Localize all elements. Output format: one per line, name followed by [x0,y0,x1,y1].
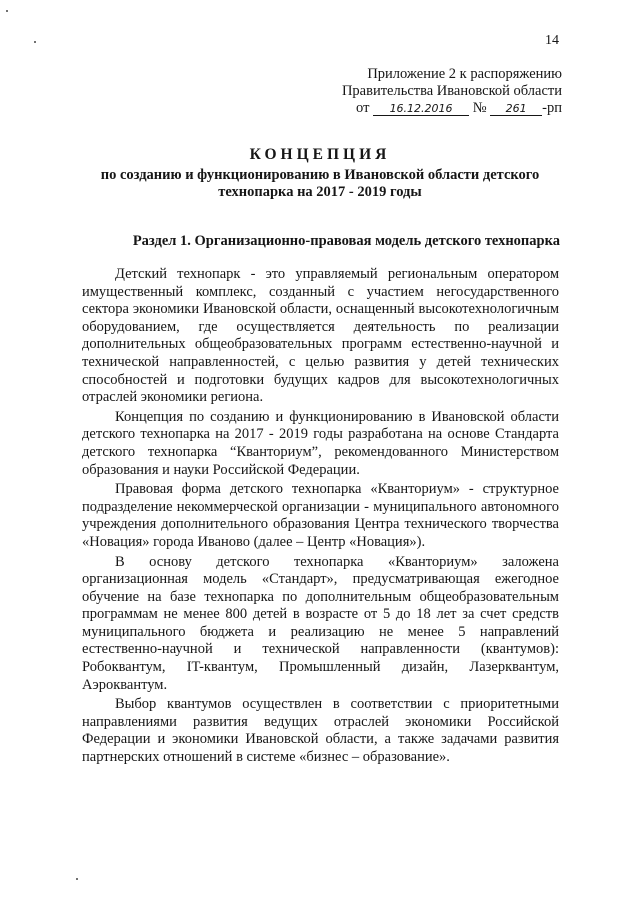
appendix-line-3 [312,100,562,117]
number-suffix: -рп [542,100,562,116]
appendix-block [312,66,562,117]
handwritten-date: 16.12.2016 [373,102,469,116]
scan-speck [76,878,78,880]
paragraph: Правовая форма детского технопарка «Кванториум» - структурное подразделение некоммерческой организации - муниципального автономного учреждения дополнительного образования Центра технического творчества «Новация» города Иваново (далее – Центр «Новация»). [82,481,559,550]
subtitle-line-2: технопарка на 2017 - 2019 годы [218,184,422,200]
body-text [82,266,559,769]
paragraph: Выбор квантумов осуществлен в соответствии с приоритетными направлениями развития ведущих отраслей экономики Российской Федерации и экономики Ивановской области, а также задачами развития партнерских отношений в системе «бизнес – образование». [82,696,559,766]
document-subtitle [80,167,560,201]
scan-speck [6,10,8,12]
paragraph: Концепция по созданию и функционированию в Ивановской области детского технопарка на 2017 - 2019 годы разработана на основе Стандарта детского технопарка “Кванториум”, рекомендованного Министерством образования и науки Российской Федерации. [82,408,559,478]
appendix-line-2: Правительства Ивановской области [341,83,562,99]
number-label: № [472,100,487,116]
handwritten-number: 261 [490,102,542,116]
section-heading: Раздел 1. Организационно-правовая модель детского технопарка [132,233,560,249]
paragraph: Детский технопарк - это управляемый региональным оператором имущественный комплекс, созданный с участием негосударственного сектора экономики Ивановской области, оснащенный высокотехнологичным оборудованием, где осуществляется деятельность по реализации дополнительных общеобразовательных программ естественно-научной и технической направленностей, с целью развития у детей технических способностей и подготовки будущих кадров для высокотехнологичных отраслей экономики региона. [82,266,559,406]
from-label: от [356,100,370,116]
paragraph: В основу детского технопарка «Кванториум» заложена организационная модель «Стандарт», предусматривающая ежегодное обучение на базе технопарка по дополнительным общеобразовательным программам не менее 800 детей в возрасте от 5 до 18 лет за счет средств муниципального бюджета и реализацию не менее 5 направлений естественно-научной и технической направленности (квантумов): Робоквантум, IT-квантум, Промышленный дизайн, Лазерквантум, Аэроквантум. [82,553,559,693]
appendix-line-1: Приложение 2 к распоряжению [367,66,562,82]
page-number: 14 [545,33,559,48]
subtitle-line-1: по созданию и функционированию в Ивановской области детского [100,167,540,183]
scan-speck [34,41,36,43]
document-title: КОНЦЕПЦИЯ [249,146,391,163]
